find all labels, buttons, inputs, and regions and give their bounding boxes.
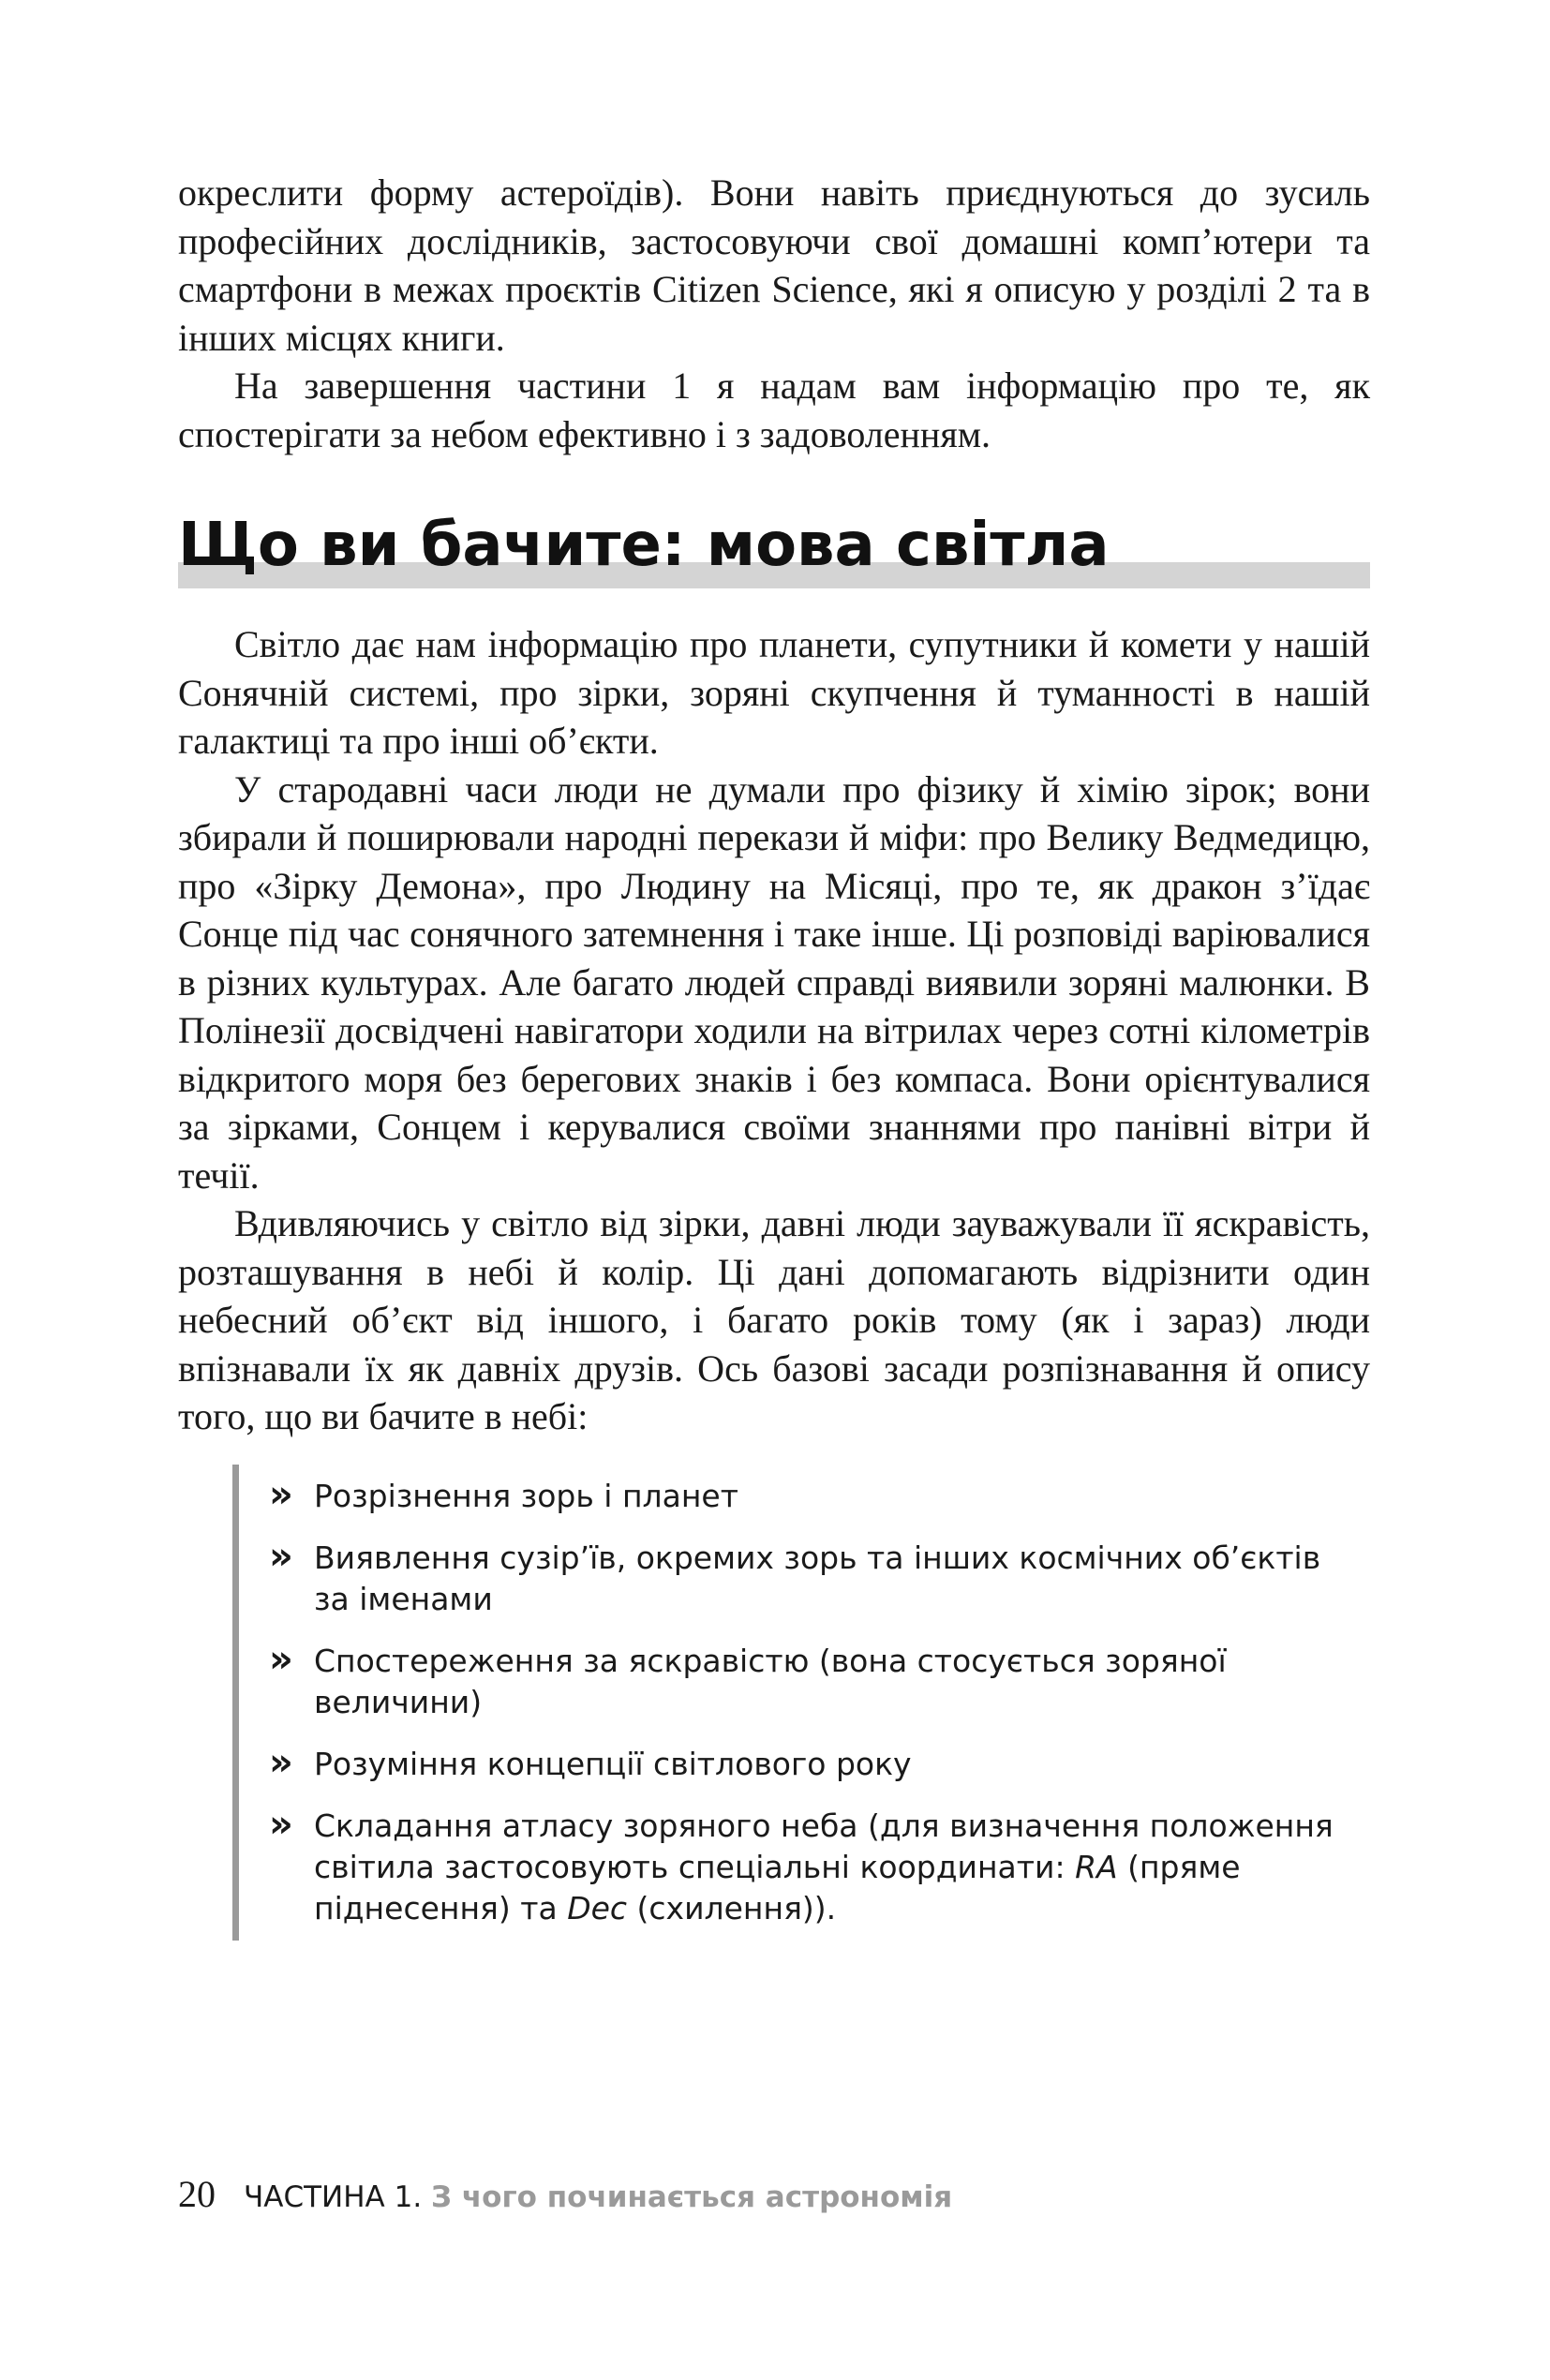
bullet-list [232, 1465, 1345, 1941]
section-title: Що ви бачите: мова світла [178, 511, 1110, 580]
list-item [239, 1638, 1345, 1723]
page-footer [178, 2172, 952, 2219]
section-body [178, 620, 1370, 1441]
double-chevron-right-icon: » [269, 1741, 293, 1784]
body-paragraph: Світло дає нам інформацію про планети, супутники й комети у нашій Сонячній системі, про зірки, зоряні скупчення й туманності в нашій галактиці та про інші об’єкти. [178, 623, 1370, 762]
intro-text-block [178, 169, 1370, 458]
list-item-text-part: (схилення)). [627, 1890, 837, 1926]
body-paragraph: У стародавні часи люди не думали про фізику й хімію зірок; вони збирали й поширювали народні перекази й міфи: про Велику Ведмедицю, про «Зірку Демона», про Людину на Місяці, про те, як дракон з’їдає Сонце під час сонячного затемнення і таке інше. Ці розповіді варіювалися в різних культурах. Але багато людей справді виявили зоряні малюнки. В Полінезії досвідчені навігатори ходили на вітрилах через сотні кілометрів відкритого моря без берегових знаків і без компаса. Вони орієнтувалися за зірками, Сонцем і керувалися своїми знаннями про панівні вітри й течії. [178, 767, 1370, 1197]
double-chevron-right-icon: » [269, 1535, 293, 1578]
double-chevron-right-icon: » [269, 1473, 293, 1516]
page-number: 20 [178, 2173, 216, 2215]
list-item-text: Виявлення сузір’їв, окремих зорь та інших космічних об’єктів за іменами [314, 1540, 1321, 1617]
intro-paragraph-continued: окреслити форму астероїдів). Вони навіть приєднуються до зусиль професійних дослідників, застосовуючи свої домашні комп’ютери та смартфони в межах проєктів Citizen Science, які я описую у розділі 2 та в інших місцях книги. [178, 171, 1370, 359]
dec-term: Dec [567, 1890, 628, 1926]
list-item-text: Спостереження за яскравістю (вона стосується зоряної величини) [314, 1643, 1227, 1720]
intro-paragraph: На завершення частини 1 я надам вам інформацію про те, як спостерігати за небом ефективно і з задоволенням. [178, 364, 1370, 455]
footer-part-title: З чого починається астрономія [431, 2180, 953, 2214]
list-item-text [314, 1807, 1334, 1926]
list-item [239, 1803, 1345, 1929]
double-chevron-right-icon: » [269, 1803, 293, 1846]
double-chevron-right-icon: » [269, 1638, 293, 1681]
section-heading [178, 506, 1370, 594]
footer-part-label: ЧАСТИНА 1. [244, 2180, 432, 2214]
ra-term: RA [1075, 1849, 1118, 1885]
list-item-text: Розуміння концепції світлового року [314, 1746, 912, 1782]
list-item-text-part: Складання атласу зоряного неба (для визначення положення світила застосовують спеціальні координати: [314, 1807, 1334, 1885]
list-item-text-part: (пряме піднесення) та [314, 1849, 1241, 1926]
list-item [239, 1473, 1345, 1517]
body-paragraph: Вдивляючись у світло від зірки, давні люди зауважували її яскравість, розташування в небі й колір. Ці дані допомагають відрізнити один небесний об’єкт від іншого, і багато років тому (як і зараз) люди впізнавали їх як давніх друзів. Ось базові засади розпізнавання й опису того, що ви бачите в небі: [178, 1202, 1370, 1437]
list-item [239, 1741, 1345, 1785]
list-item-text: Розрізнення зорь і планет [314, 1478, 738, 1514]
list-item [239, 1535, 1345, 1620]
